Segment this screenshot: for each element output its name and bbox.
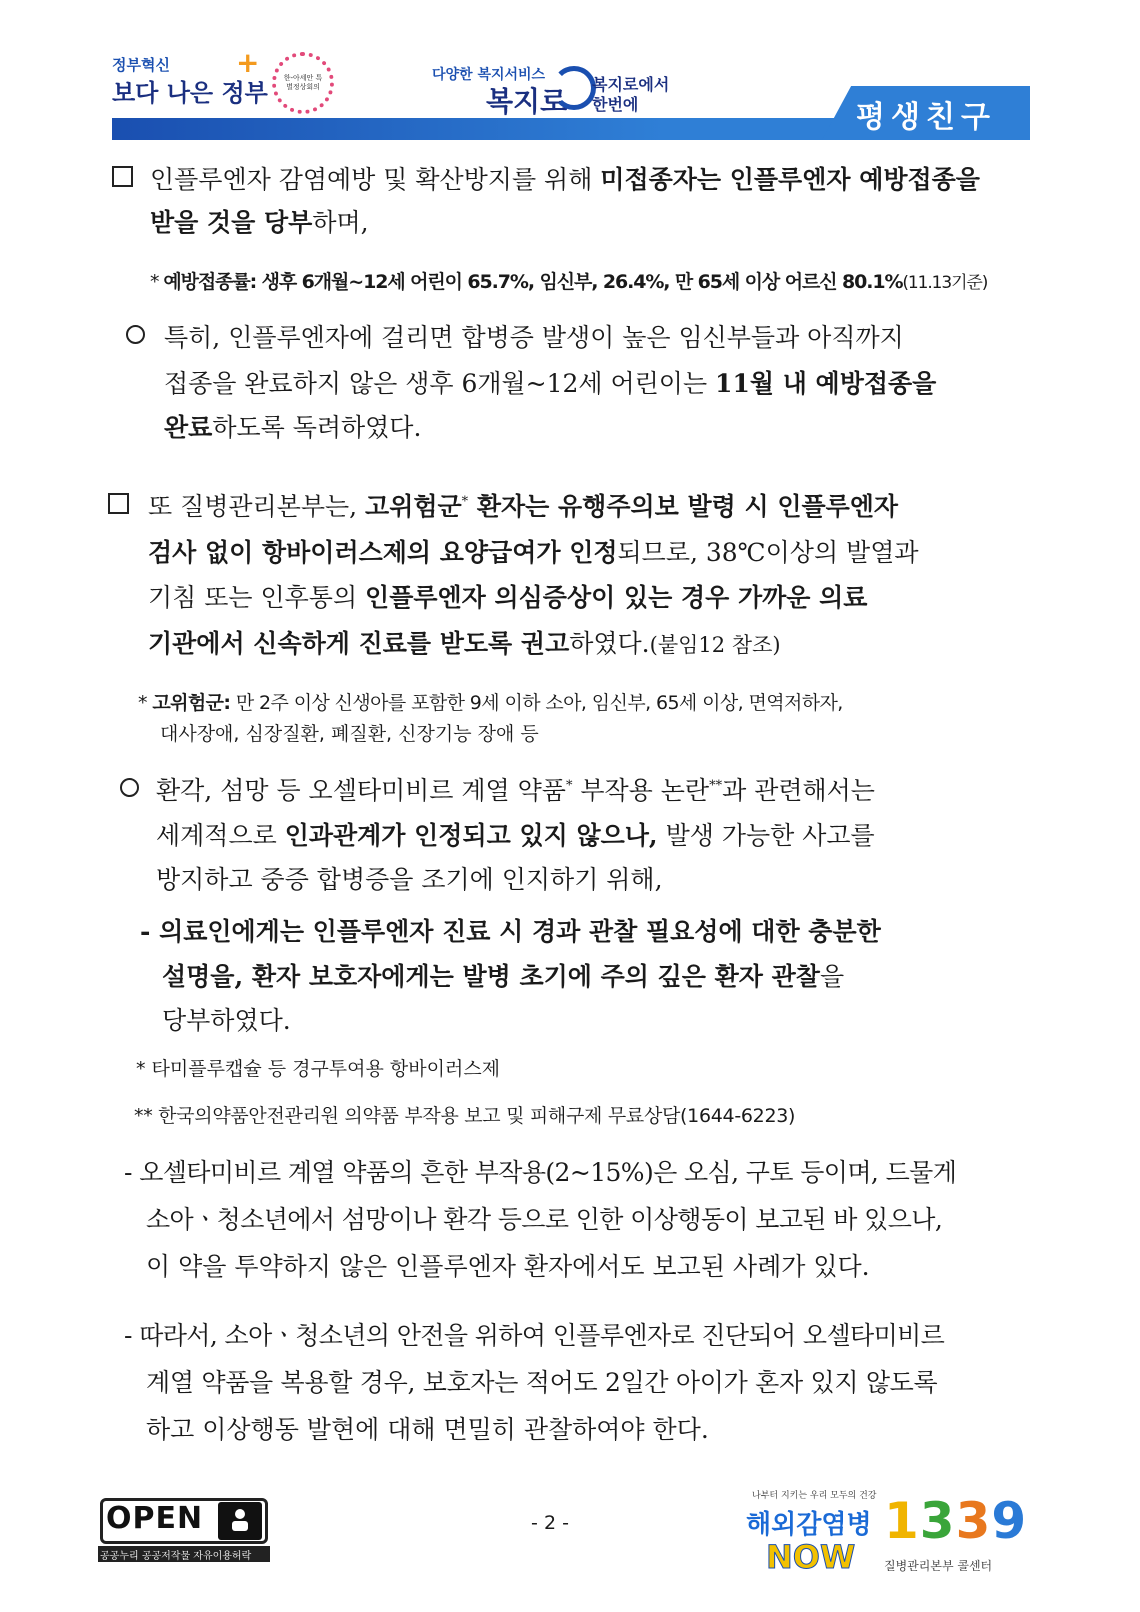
header-tab-label: 평생친구 [856,100,996,135]
dash2-line1: - 오셀타미비르 계열 약품의 흔한 부작용(2~15%)은 오심, 구토 등이며, 드물게 [124,1158,957,1187]
s2-line3: 기침 또는 인후통의 인플루엔자 의심증상이 있는 경우 가까운 의료 [148,583,868,612]
dash1-line1: - 의료인에게는 인플루엔자 진료 시 경과 관찰 필요성에 대한 충분한 [140,917,881,946]
dash3-line3: 하고 이상행동 발현에 대해 면밀히 관찰하여야 한다. [146,1415,709,1444]
gov-innovation-slogan: 보다 나은 정부 [112,79,268,107]
s1-note: * 예방접종률: 생후 6개월~12세 어린이 65.7%, 임신부, 26.4%, 만 65세 이상 어르신 80.1%(11.13기준) [150,271,988,293]
open-license-label: OPEN [106,1501,204,1536]
checkbox-bullet [112,166,133,187]
call-digit: 3 [919,1492,956,1550]
s2-line1: 또 질병관리본부는, 고위험군* 환자는 유행주의보 발령 시 인플루엔자 [148,492,899,521]
dash1-line3: 당부하였다. [162,1006,291,1035]
asean-summit-seal [272,52,334,114]
s2-line4: 기관에서 신속하게 진료를 받도록 권고하였다.(붙임12 참조) [148,629,781,658]
call-digit: 9 [991,1492,1028,1550]
s2-sub-note2: ** 한국의약품안전관리원 의약품 부작용 보고 및 피해구제 무료상담(1644-6223) [134,1105,796,1127]
circle-bullet [120,778,139,797]
dash3-line1: - 따라서, 소아ㆍ청소년의 안전을 위하여 인플루엔자로 진단되어 오셀타미비르 [124,1321,945,1350]
bokjiro-logo: 복지로 [486,85,568,118]
s2-note2: 대사장애, 심장질환, 폐질환, 신장기능 장애 등 [160,723,539,745]
checkbox-bullet [108,493,129,514]
callcenter-number [884,1492,1027,1550]
s1-line2: 받을 것을 당부하며, [150,208,369,237]
plus-icon: + [236,46,260,79]
s1-sub-line3: 완료하도록 독려하였다. [164,413,422,442]
page-number: - 2 - [531,1512,569,1534]
attribution-icon [218,1502,262,1540]
s1-line1: 인플루엔자 감염예방 및 확산방지를 위해 미접종자는 인플루엔자 예방접종을 [150,165,980,194]
dash1-line2: 설명을, 환자 보호자에게는 발병 초기에 주의 깊은 환자 관찰을 [162,962,845,991]
s1-sub-line2: 접종을 완료하지 않은 생후 6개월~12세 어린이는 11월 내 예방접종을 [164,369,937,398]
bokjiro-right-line1: 복지로에서 [592,75,670,94]
s2-note1: * 고위험군: 만 2주 이상 신생아를 포함한 9세 이하 소아, 임신부, 65세 이상, 면역저하자, [138,692,843,714]
now-logo: NOW [766,1538,856,1576]
bokjiro-arc-icon [552,66,596,110]
now-tagline: 나부터 지키는 우리 모두의 건강 [752,1491,877,1501]
callcenter-label: 질병관리본부 콜센터 [884,1559,993,1573]
dash3-line2: 계열 약품을 복용할 경우, 보호자는 적어도 2일간 아이가 혼자 있지 않도록 [146,1368,938,1397]
s2-sub-line3: 방지하고 중증 합병증을 조기에 인지하기 위해, [156,865,663,894]
open-license-caption: 공공누리 공공저작물 자유이용허락 [100,1551,252,1562]
seal-label: 한-아세안 특별정상회의 [283,74,323,91]
circle-bullet [126,325,145,344]
call-digit: 3 [955,1492,992,1550]
s2-sub-line1: 환각, 섬망 등 오셀타미비르 계열 약품* 부작용 논란**과 관련해서는 [156,776,875,805]
s2-sub-line2: 세계적으로 인과관계가 인정되고 있지 않으나, 발생 가능한 사고를 [156,821,875,850]
s2-line2: 검사 없이 항바이러스제의 요양급여가 인정되므로, 38℃이상의 발열과 [148,538,919,567]
dash2-line3: 이 약을 투약하지 않은 인플루엔자 환자에서도 보고된 사례가 있다. [146,1252,870,1281]
s1-sub-line1: 특히, 인플루엔자에 걸리면 합병증 발생이 높은 임신부들과 아직까지 [164,323,904,352]
dash2-line2: 소아ㆍ청소년에서 섬망이나 환각 등으로 인한 이상행동이 보고된 바 있으나, [146,1205,943,1234]
overseas-infection-logo: 해외감염병 [746,1510,872,1540]
bokjiro-tagline: 다양한 복지서비스 [432,67,546,83]
s2-sub-note1: * 타미플루캡슐 등 경구투여용 항바이러스제 [136,1058,501,1080]
bokjiro-right-line2: 한번에 [592,95,639,114]
call-digit: 1 [884,1492,920,1550]
gov-innovation-label: 정부혁신 [112,56,170,74]
